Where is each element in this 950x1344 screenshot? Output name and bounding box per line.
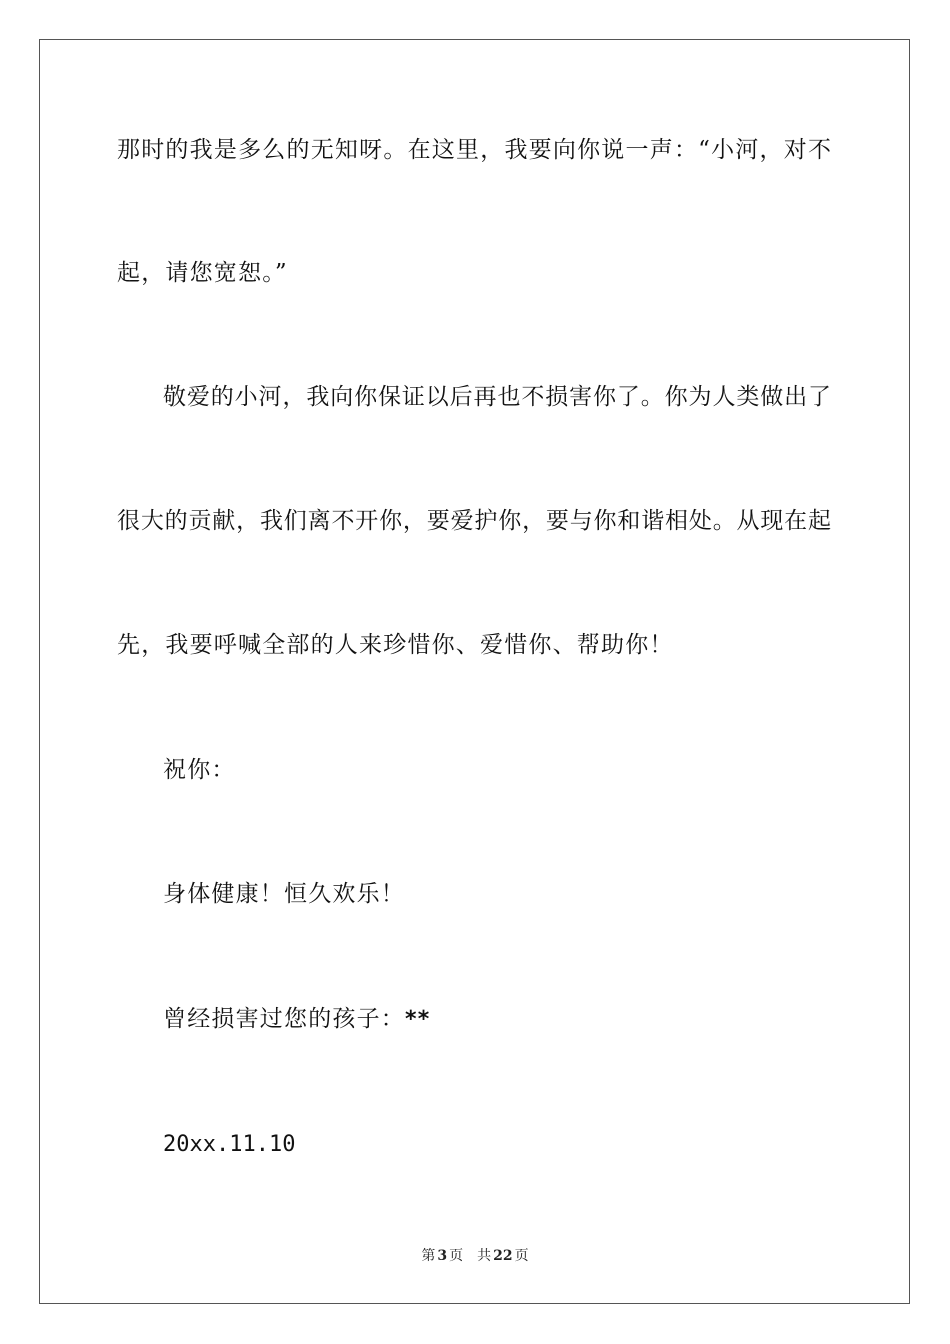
page-footer bbox=[0, 1246, 950, 1266]
signature-name: ** bbox=[405, 1007, 431, 1032]
total-suffix: 页 bbox=[514, 1248, 529, 1264]
page-prefix: 第 bbox=[421, 1248, 436, 1264]
total-prefix: 共 bbox=[477, 1248, 492, 1264]
paragraph-line-4: 很大的贡献，我们离不开你，要爱护你，要与你和谐相处。从现在起 bbox=[117, 508, 831, 534]
greeting-line: 祝你： bbox=[163, 757, 236, 783]
page-frame bbox=[39, 39, 910, 1304]
total-page-count: 22 bbox=[493, 1248, 513, 1264]
signature-line bbox=[163, 1004, 430, 1035]
paragraph-line-3: 敬爱的小河，我向你保证以后再也不损害你了。你为人类做出了 bbox=[163, 384, 831, 410]
wish-line: 身体健康！恒久欢乐！ bbox=[163, 881, 405, 907]
signature-text: 曾经损害过您的孩子： bbox=[163, 1006, 405, 1032]
page-suffix: 页 bbox=[449, 1248, 464, 1264]
date-line: 20xx.11.10 bbox=[163, 1132, 296, 1157]
paragraph-line-2: 起，请您宽恕。” bbox=[117, 260, 288, 286]
paragraph-line-1: 那时的我是多么的无知呀。在这里，我要向你说一声：“小河，对不 bbox=[117, 137, 831, 163]
paragraph-line-5: 先，我要呼喊全部的人来珍惜你、爱惜你、帮助你！ bbox=[117, 632, 674, 658]
current-page-number: 3 bbox=[437, 1248, 448, 1264]
